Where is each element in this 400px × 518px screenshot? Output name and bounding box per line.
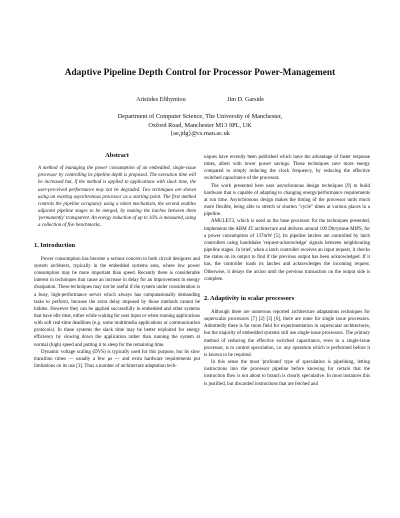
affiliation-line: Department of Computer Science, The University of Manchester, <box>117 113 283 120</box>
body-paragraph: The work presented here uses asynchronous design techniques [9] to build hardware that is capable of adapting to changing energy/performance requirements at run time. Asynchronous design makes the timing of the processor units much more flexible, being able to stretch or shorten "cycle" times at various places in a pipeline. <box>204 183 370 218</box>
right-column <box>204 154 370 388</box>
author-name: Jim D. Garside <box>227 97 264 103</box>
body-paragraph: AMULET3, which is used as the base processor for the techniques presented, implements the ARM 4T architecture and delivers around 100 Dhrystone MIPS, for a power consumption of 137mW [5]. Its pipeline latches are controlled by latch controllers using handshake 'request-acknowledge' signals between neighbouring pipeline stages. In brief, when a latch controller receives an input request, it checks the status on its output to find if the previous output has been acknowledged. If it has, the controller loads its latches and acknowledges the incoming request. Otherwise, it delays the action until the previous transaction on the output side is complete. <box>204 219 370 282</box>
section-heading-adaptivity: 2. Adaptivity in scalar processors <box>204 294 295 302</box>
body-paragraph: niques have recently been published which have the advantage of faster response times, albeit with lower power savings. These techniques save more energy compared to simply reducing the clock frequency, by reducing the effective switched capacitance of the processor. <box>204 155 370 182</box>
affiliation <box>0 113 400 139</box>
abstract-heading: Abstract <box>105 152 129 159</box>
body-paragraph: Dynamic voltage scaling (DVS) is typically used for this purpose, but its slow transition times — usually a few μs — and extra hardware requirements put limitations on its use [3]. Thus a number of architecture adaptation tech- <box>34 349 200 370</box>
body-paragraph: Power consumption has become a serious concern to both circuit designers and system architects, typically in the embedded systems area, where low power consumption may be more important than speed. Recently there is considerable interest in techniques that cause an increase in delay for an improvement in energy dissipation. These techniques may not be useful if the system under consideration is a busy, high-performance server which always has computationally demanding tasks to perform, because the extra delay imposed by those methods cannot be hidden. However they can be applied successfully in embedded and other systems that have idle time, either while waiting for user input or when running applications with soft real-time deadlines (e.g. some multimedia applications or communication protocols). In these systems the slack time may be better exploited for energy efficiency by slowing down the application rather than running the system at normal (high) speed and putting it to sleep for the remaining time. <box>34 256 200 348</box>
author-email: {ae,jdg}@cs.man.ac.uk <box>170 130 230 138</box>
author-list <box>0 97 400 103</box>
left-column <box>34 152 200 370</box>
body-paragraph: In this sense the most 'profound' type of speculation is pipelining, letting instructions into the processor pipeline before knowing for certain that the instruction flow is not about to branch is clearly speculative. In most instances this is justified, but discarded instructions that are fetched and <box>204 360 370 387</box>
section-heading-introduction: 1. Introduction <box>34 241 76 249</box>
abstract-text: A method of managing the power consumption of an embedded, single-issue processor by controlling its pipeline depth is proposed. The execution time will be increased but, if the method is applied to applications with slack time, the user-perceived performance may not be degraded. Two techniques are shown using an existing asynchronous processor as a starting point. The first method controls the pipeline occupancy using a token mechanism, the second enables adjacent pipeline stages to be merged, by making the latches between them 'permanently' transparent. An energy reduction of up to 16% is measured, using a collection of five benchmarks. <box>38 166 196 229</box>
body-paragraph: Although there are numerous reported architecture adaptations techniques for superscalar processors [7] [2] [3] [6], there are none for single issue processors. Admittedly there is far more field for experimentation in superscalar architectures, but the majority of embedded systems still use single-issue processors. The primary method of reducing the effective switched capacitance, even in a single-issue processor, is to control speculation, i.e. any operation which is performed before it is known to be required. <box>204 309 370 358</box>
paper-title: Adaptive Pipeline Depth Control for Processor Power-Management <box>64 68 336 78</box>
affiliation-line: Oxford Road, Manchester M13 9PL, UK <box>148 121 252 129</box>
author-name: Aristides Efthymiou <box>136 97 186 103</box>
